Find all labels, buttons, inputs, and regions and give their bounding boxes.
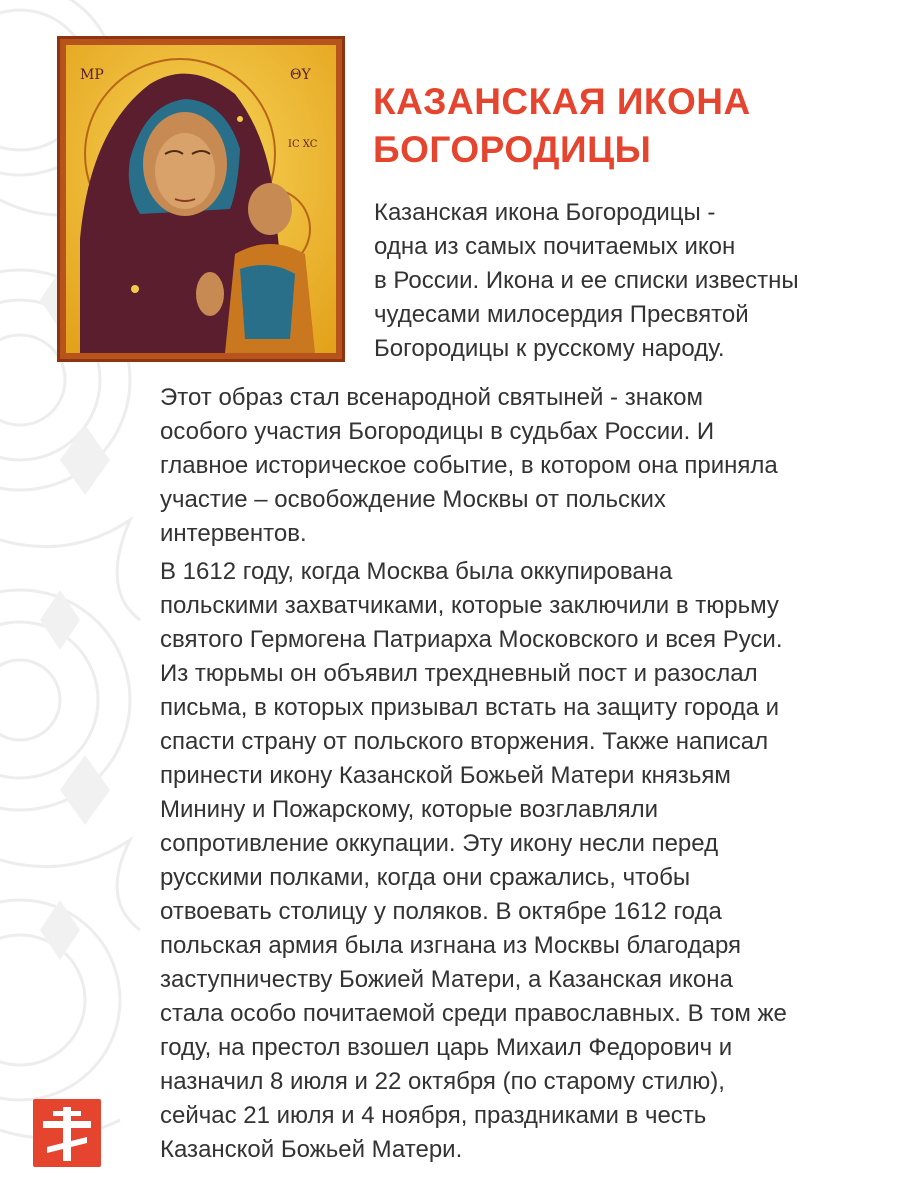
text-line: польская армия была изгнана из Москвы благодаря [160, 932, 742, 959]
icon-inscription-theotokos: ΘΥ [290, 67, 311, 83]
title-line: БОГОРОДИЦЫ [373, 129, 652, 170]
text-line: чудесами милосердия Пресвятой [374, 301, 749, 328]
text-line: русскими полками, когда они сражались, чтобы [160, 864, 691, 891]
text-line: сопротивление оккупации. Эту икону несли перед [160, 830, 719, 857]
paragraph-1 [160, 381, 870, 551]
icon-inscription-mary: MP [80, 67, 104, 83]
text-line: заступничеству Божией Матери, а Казанская икона [160, 966, 733, 993]
text-line: сейчас 21 июля и 4 ноября, праздниками в честь [160, 1102, 707, 1129]
paragraph-2 [160, 555, 870, 1167]
text-line: интервентов. [160, 520, 307, 547]
text-line: в России. Икона и ее списки известны [374, 267, 799, 294]
text-line: спасти страну от польского вторжения. Также написал [160, 728, 769, 755]
text-line: отвоевать столицу у поляков. В октябре 1612 года [160, 898, 722, 925]
text-line: Казанской Божьей Матери. [160, 1136, 463, 1163]
text-line: году, на престол взошел царь Михаил Федорович и [160, 1034, 733, 1061]
text-line: участие – освобождение Москвы от польских [160, 486, 666, 513]
text-line: принести икону Казанской Божьей Матери князьям [160, 762, 731, 789]
icon-inscription-christ: IC XC [288, 139, 318, 150]
title-line: КАЗАНСКАЯ ИКОНА [373, 81, 751, 122]
orthodox-cross-icon [33, 1099, 101, 1167]
text-line: стала особо почитаемой среди православных. В том же [160, 1000, 787, 1027]
text-line: польскими захватчиками, которые заключили в тюрьму [160, 592, 779, 619]
body-text [160, 381, 870, 1167]
text-line: письма, в которых призывал встать на защиту города и [160, 694, 779, 721]
text-line: святого Гермогена Патриарха Московского и всея Руси. [160, 626, 783, 653]
kazan-icon-image [57, 36, 345, 362]
page-title [373, 78, 873, 174]
text-line: Этот образ стал всенародной святыней - знаком [160, 384, 703, 411]
text-line: назначил 8 июля и 22 октября (по старому стилю), [160, 1068, 725, 1095]
intro-paragraph [374, 196, 874, 366]
text-line: В 1612 году, когда Москва была оккупирована [160, 558, 673, 585]
text-line: Минину и Пожарскому, которые возглавляли [160, 796, 658, 823]
text-line: главное историческое событие, в котором она приняла [160, 452, 778, 479]
text-line: одна из самых почитаемых икон [374, 233, 736, 260]
text-line: Казанская икона Богородицы - [374, 199, 716, 226]
text-line: Богородицы к русскому народу. [374, 335, 725, 362]
orthodox-cross-logo [33, 1099, 101, 1167]
text-line: Из тюрьмы он объявил трехдневный пост и разослал [160, 660, 758, 687]
text-line: особого участия Богородицы в судьбах России. И [160, 418, 715, 445]
